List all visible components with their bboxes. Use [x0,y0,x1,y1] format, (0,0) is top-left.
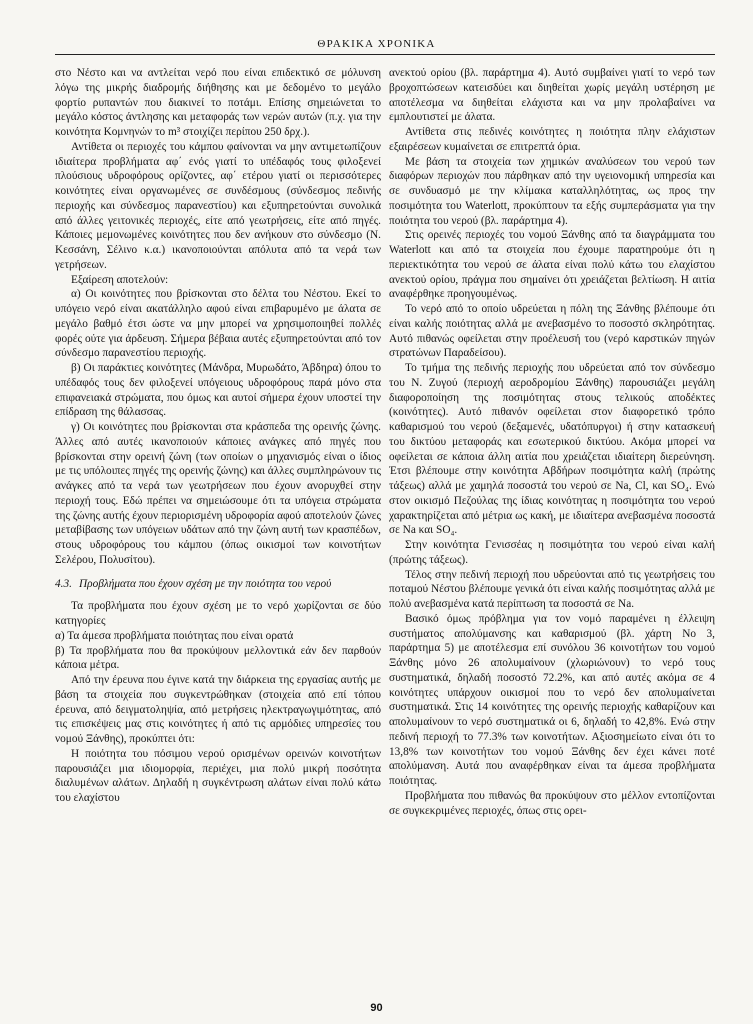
section-heading [55,577,381,592]
paragraph: Το νερό από το οποίο υδρεύεται η πόλη της Ξάνθης βλέπουμε ότι είναι καλής ποιότητας αλλά με ανεβασμένο το ποσοστό σκληρότητας. Αυτό πιθανώς οφείλεται στην προέλευσή του (νερό καρστικών πηγών στρατώνων Παραδείσου). [389,303,715,360]
paragraph: α) Οι κοινότητες που βρίσκονται στο δέλτα του Νέστου. Εκεί το υπόγειο νερό είναι ακατάλληλο αφού είναι επιβαρυμένο με άλατα σε μεγάλο βαθμό έτσι ώστε να μην μπορεί να χρησιμοποιηθεί πολλές φορές ούτε για άρδευση. Σήμερα βέβαια αυτές εξυπηρετούνται από τον σύνδεσμο παρανεστίου περιοχής. [55,288,381,360]
paragraph: Το τμήμα της πεδινής περιοχής που υδρεύεται από τον σύνδεσμο του Ν. Ζυγού (περιοχή αεροδρομίου Ξάνθης) παρουσιάζει μεγάλη διαφοροποίηση της ποσιμότητας στους τελικούς αποδέκτες (κοινότητες). Αυτό πιθανόν οφείλεται στον διαφορετικό τρόπο καθαρισμού του νερού (δεξαμενές, υδατόπυργοι) ή στην κατασκευή του δικτύου μεταφοράς και εσωτερικού δικτύου. Ακόμα μπορεί να οφείλεται σε κάποια άλλη αιτία που χρειάζεται ιδιαίτερη διερεύνηση. Έτσι βλέπουμε στην κοινότητα Αβδήρων ποσιμότητα καλή (πρώτης τάξεως) αλλά με χαμηλά ποσοστά του νερού σε Na, Cl, και SO₄. Ενώ στον οικισμό Πεζούλας της ίδιας κοινότητας η ποσιμότητα του νερού χαρακτηρίζεται από μέτρια ως κακή, με ιδιαίτερα ανεβασμένα ποσοστά σε Na και SO₄. [389,362,715,537]
paragraph: Τέλος στην πεδινή περιοχή που υδρεύονται από τις γεωτρήσεις του ποταμού Νέστου βλέπουμε γενικά ότι είναι καλής ποσιμότητας αλλά με πολύ ανεβασμένα κατά περίπτωση τα ποσοστά σε Na. [389,568,715,610]
paragraph: στο Νέστο και να αντλείται νερό που είναι επιδεκτικό σε μόλυνση λόγω της μικρής διαδρομής διήθησης και με δεδομένο το μεγάλο φορτίο ρυπαντών που διακινεί το ποτάμι. Επίσης σημειώνεται το μεγάλο κόστος άντλησης και μεταφοράς των νερών αυτών (π.χ. για την κοινότητα Κομνηνών το m³ στοιχίζει περίπου 250 δρχ.). [55,67,381,138]
list-item: β) Τα προβλήματα που θα προκύψουν μελλοντικά εάν δεν παρθούν κάποια μέτρα. [55,644,381,672]
section-title: Προβλήματα που έχουν σχέση με την ποιότητα του νερού [79,577,332,590]
right-text-column [389,66,715,996]
paragraph: ανεκτού ορίου (βλ. παράρτημα 4). Αυτό συμβαίνει γιατί το νερό των βροχοπτώσεων κατεισδύει και διηθείται χωρίς μεγάλη υστέρηση με αποτέλεσμα να διηθείται ελάχιστα και να μην προλαβαίνει να εμπλουτιστεί με άλατα. [389,67,715,124]
paragraph: Με βάση τα στοιχεία των χημικών αναλύσεων του νερού των διαφόρων περιοχών που πάρθηκαν από την υγειονομική υπηρεσία και σε συνδυασμό με την κλίμακα καταλληλότητας, ως προς την ποσιμότητα του Waterlott, προκύπτουν τα εξής συμπεράσματα για την ποιότητα του νερού (βλ. παράρτημα 4). [389,155,715,227]
paragraph: Τα προβλήματα που έχουν σχέση με το νερό χωρίζονται σε δύο κατηγορίες [55,600,381,627]
paragraph: Στις ορεινές περιοχές του νομού Ξάνθης από τα διαγράμματα του Waterlott και από τα στοιχεία που έχουμε παρατηρούμε ότι η περιεκτικότητα του νερού σε άλατα είναι πολύ κάτω του ελαχίστου ανεκτού ορίου, πράγμα που σημαίνει ότι χρειάζεται βελτίωση. Η αιτία αναφέρθηκε προηγουμένως. [389,229,715,301]
section-number: 4.3. [55,577,72,590]
running-header: ΘΡΑΚΙΚΑ ΧΡΟΝΙΚΑ [317,38,436,50]
paragraph: Από την έρευνα που έγινε κατά την διάρκεια της εργασίας αυτής με βάση τα στοιχεία που συγκεντρώθηκαν (στοιχεία από επί τόπου έρευνα, από δειγματοληψία, από μετρήσεις ηλεκτραγωγιμότητας, από τις επισκέψεις μας στις κοινότητες ή από τις αρμόδιες υπηρεσίες του νομού Ξάνθης), προκύπτει ότι: [55,674,381,745]
paragraph: Προβλήματα που πιθανώς θα προκύψουν στο μέλλον εντοπίζονται σε συγκεκριμένες περιοχές, όπως στις ορει- [389,789,715,817]
paragraph: Βασικό όμως πρόβλημα για τον νομό παραμένει η έλλειψη συστήματος απολύμανσης και καθαρισμού (βλ. χάρτη Νο 3, παράρτημα 5) με αποτέλεσμα επί συνόλου 36 κοινοτήτων του νομού Ξάνθης μόνο 26 απολυμαίνουν (χλωριώνουν) το νερό τους συστηματικά, δηλαδή ποσοστό 72.2%, και από αυτές ακόμα σε 4 κοινότητες υπάρχουν οικισμοί που το νερό δεν απολυμαίνεται συστηματικά. Στις 14 κοινότητες της ορεινής περιοχής καθαρίζουν και απολυμαίνουν το νερό συστηματικά οι 6, δηλαδή το 42,8%. Ενώ στην πεδινή περιοχή το 77.3% των κοινοτήτων. Αξιοσημείωτο είναι ότι το 13,8% των κοινοτήτων του νομού Ξάνθης δεν έχει κάνει ποτέ απολύμανση. Αυτά που αναφέρθηκαν είναι τα άμεσα προβλήματα ποιότητας. [389,612,715,787]
paragraph: γ) Οι κοινότητες που βρίσκονται στα κράσπεδα της ορεινής ζώνης. Άλλες από αυτές ικανοποιούν κάποιες ανάγκες από πηγές που βρίσκονται στην ορεινή ζώνη (των οποίων ο μηχανισμός είναι ο ίδιος με τις υπόλοιπες πηγές της ορεινής ζώνης) και άλλες συμπληρώνουν τις ανάγκες από τα νερά των γεωτρήσεων που έχουν ανορυχθεί στην περιοχή τους. Εδώ πρέπει να σημειώσουμε ότι τα υπόγεια στρώματα της ζώνης αυτής έχουν περιορισμένη υδροφορία αφού αποτελούν ζώνες μεταβίβασης των υπόγειων υδάτων από την ζώνη αυτή των κρασπέδων, στους υδροφόρους του κάμπου (όπως οικισμοί των κοινοτήτων Σελέρου, Πολυσίτου). [55,421,381,566]
paragraph: Αντίθετα οι περιοχές του κάμπου φαίνονται να μην αντιμετωπίζουν ιδιαίτερα προβλήματα αφ΄ ενός γιατί το υπέδαφός τους φιλοξενεί πλούσιους υδροφόρους ορίζοντες, αφ΄ ετέρου γιατί οι περισσότερες κοινότητες είναι οργανωμένες σε συνδέσμους (σύνδεσμος πεδινής περιοχής και σύνδεσμος παρανεστίου) και εξυπηρετούνται συνολικά από άλλες γειτονικές περιοχές, είτε από γεωτρήσεις, είτε από πηγές. Κάποιες μεμονωμένες κοινότητες που δεν ανήκουν στο σύνδεσμο (Ν. Κεσσάνη, Σέλινο κ.α.) ικανοποιούνται απόλυτα από τα νερά των γετρήσεων. [55,140,381,271]
paragraph: Στην κοινότητα Γενισσέας η ποσιμότητα του νερού είναι καλή (πρώτης τάξεως). [389,539,715,566]
paragraph: Η ποιότητα του πόσιμου νερού ορισμένων ορεινών κοινοτήτων παρουσιάζει μια ιδιομορφία, περιέχει, μια πολύ μικρή ποσότητα διαλυμένων αλάτων. Δηλαδή η συγκέντρωση αλάτων είναι πολύ κάτω του ελαχίστου [55,747,381,804]
list-item: α) Τα άμεσα προβλήματα ποιότητας που είναι ορατά [55,629,294,642]
left-text-column [55,66,381,996]
page-number: 90 [370,1002,383,1014]
paragraph: β) Οι παράκτιες κοινότητες (Μάνδρα, Μυρωδάτο, Άβδηρα) όπου το υπέδαφός τους δεν φιλοξενεί υπόγειους υδροφόρους παρά μόνο στα επιφανειακά στρώματα, που όμως και αυτοί σήμερα έχουν υποστεί την επίδραση της θάλασσας. [55,362,381,419]
paragraph: Αντίθετα στις πεδινές κοινότητες η ποιότητα πλην ελάχιστων εξαιρέσεων κυμαίνεται σε επιτρεπτά όρια. [389,126,715,153]
paragraph: Εξαίρεση αποτελούν: [71,273,169,286]
header-rule [55,54,715,55]
